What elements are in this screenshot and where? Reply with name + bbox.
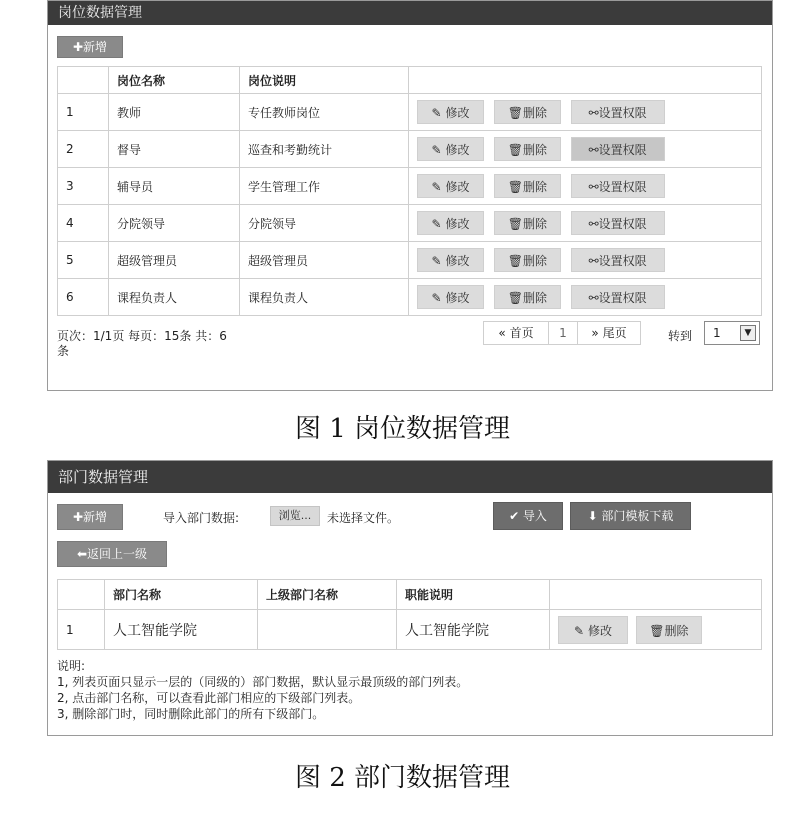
row-actions <box>409 168 762 205</box>
delete-button[interactable] <box>494 248 561 272</box>
link-icon: ⚯ <box>588 143 599 157</box>
link-icon: ⚯ <box>588 217 599 231</box>
first-page-link[interactable]: « 首页 <box>484 322 549 344</box>
permission-label: 设置权限 <box>598 291 647 305</box>
position-name[interactable]: 督导 <box>109 131 240 168</box>
permission-label: 设置权限 <box>598 180 647 194</box>
row-actions <box>409 205 762 242</box>
position-name[interactable]: 分院领导 <box>109 205 240 242</box>
edit-icon: ✎ <box>431 180 442 194</box>
pager-info-line1: 页次：1/1页 每页：15条 共：6 <box>57 329 227 343</box>
add-label: ✚新增 <box>72 510 108 524</box>
edit-label: 修改 <box>445 291 470 305</box>
row-index: 5 <box>58 242 109 279</box>
parent-department <box>258 610 397 650</box>
col-function-desc: 职能说明 <box>397 580 550 610</box>
col-index <box>58 580 105 610</box>
department-management-panel <box>47 460 773 736</box>
position-name[interactable]: 辅导员 <box>109 168 240 205</box>
delete-button[interactable] <box>494 137 561 161</box>
import-button-label: ✔ 导入 <box>509 509 547 523</box>
position-desc: 超级管理员 <box>240 242 409 279</box>
set-permission-button[interactable] <box>571 285 665 309</box>
note-item: 3, 删除部门时，同时删除此部门的所有下级部门。 <box>57 707 325 721</box>
edit-button[interactable] <box>417 174 484 198</box>
link-icon: ⚯ <box>588 180 599 194</box>
chevron-down-icon[interactable]: ▼ <box>740 325 756 341</box>
link-icon: ⚯ <box>588 106 599 120</box>
delete-label: 删除 <box>664 623 689 638</box>
permission-label: 设置权限 <box>598 254 647 268</box>
edit-icon: ✎ <box>431 254 442 268</box>
edit-icon: ✎ <box>431 291 442 305</box>
goto-label: 转到 <box>668 329 693 343</box>
pager-controls <box>483 321 641 345</box>
row-actions <box>409 94 762 131</box>
table-header-row <box>58 580 762 610</box>
trash-icon: 🗑 <box>507 143 523 157</box>
position-desc: 专任教师岗位 <box>240 94 409 131</box>
edit-button[interactable] <box>417 285 484 309</box>
col-index <box>58 67 109 94</box>
edit-label: 修改 <box>445 217 470 231</box>
set-permission-button[interactable] <box>571 137 665 161</box>
note-item: 2, 点击部门名称，可以查看此部门相应的下级部门列表。 <box>57 691 361 705</box>
department-table <box>57 579 762 650</box>
edit-button[interactable] <box>558 616 628 644</box>
row-index: 2 <box>58 131 109 168</box>
position-desc: 课程负责人 <box>240 279 409 316</box>
edit-button[interactable] <box>417 211 484 235</box>
table-row <box>58 279 762 316</box>
add-label: ✚新增 <box>72 40 108 54</box>
department-name-link[interactable]: 人工智能学院 <box>105 610 258 650</box>
back-label: ⬅返回上一级 <box>76 547 148 561</box>
table-row <box>58 610 762 650</box>
import-button[interactable] <box>493 502 563 530</box>
row-index: 4 <box>58 205 109 242</box>
position-desc: 巡查和考勤统计 <box>240 131 409 168</box>
page-number-link[interactable]: 1 <box>549 322 578 344</box>
set-permission-button[interactable] <box>571 174 665 198</box>
position-desc: 学生管理工作 <box>240 168 409 205</box>
function-desc: 人工智能学院 <box>397 610 550 650</box>
col-position-desc: 岗位说明 <box>240 67 409 94</box>
edit-label: 修改 <box>445 254 470 268</box>
edit-button[interactable] <box>417 248 484 272</box>
pager-info-line2: 条 <box>57 344 70 358</box>
panel-title: 岗位数据管理 <box>48 1 772 25</box>
position-name[interactable]: 超级管理员 <box>109 242 240 279</box>
row-index: 1 <box>58 610 105 650</box>
import-label: 导入部门数据: <box>163 511 240 525</box>
col-actions <box>550 580 762 610</box>
delete-button[interactable] <box>494 285 561 309</box>
back-button[interactable] <box>57 541 167 567</box>
delete-label: 删除 <box>522 217 547 231</box>
delete-label: 删除 <box>522 254 547 268</box>
set-permission-button[interactable] <box>571 100 665 124</box>
figure-1-caption: 图 1 岗位数据管理 <box>294 414 511 444</box>
delete-button[interactable] <box>494 211 561 235</box>
row-actions <box>409 242 762 279</box>
browse-button[interactable] <box>270 506 320 526</box>
edit-icon: ✎ <box>431 143 442 157</box>
position-name[interactable]: 课程负责人 <box>109 279 240 316</box>
col-position-name: 岗位名称 <box>109 67 240 94</box>
row-index: 3 <box>58 168 109 205</box>
col-department-name: 部门名称 <box>105 580 258 610</box>
row-actions <box>409 279 762 316</box>
edit-icon: ✎ <box>431 217 442 231</box>
position-desc: 分院领导 <box>240 205 409 242</box>
notes-heading: 说明: <box>57 659 86 673</box>
edit-icon: ✎ <box>431 106 442 120</box>
figure-2-caption: 图 2 部门数据管理 <box>294 763 511 793</box>
browse-label: 浏览... <box>278 509 312 522</box>
set-permission-button[interactable] <box>571 248 665 272</box>
download-template-label: ⬇ 部门模板下载 <box>587 509 674 523</box>
row-actions <box>409 131 762 168</box>
note-item: 1, 列表页面只显示一层的（同级的）部门数据，默认显示最顶级的部门列表。 <box>57 675 469 689</box>
edit-icon: ✎ <box>574 623 585 638</box>
trash-icon: 🗑 <box>507 106 523 120</box>
table-row <box>58 94 762 131</box>
delete-label: 删除 <box>522 106 547 120</box>
position-name[interactable]: 教师 <box>109 94 240 131</box>
permission-label: 设置权限 <box>598 143 647 157</box>
row-actions <box>550 610 762 650</box>
add-button[interactable] <box>57 504 123 530</box>
delete-button[interactable] <box>494 174 561 198</box>
delete-label: 删除 <box>522 291 547 305</box>
delete-button[interactable] <box>494 100 561 124</box>
goto-page-select[interactable] <box>704 321 760 345</box>
edit-label: 修改 <box>445 180 470 194</box>
notes-section <box>57 658 468 722</box>
permission-label: 设置权限 <box>598 217 647 231</box>
panel-title: 部门数据管理 <box>48 461 772 493</box>
delete-label: 删除 <box>522 143 547 157</box>
pager-info <box>57 329 227 359</box>
download-template-button[interactable] <box>570 502 691 530</box>
trash-icon: 🗑 <box>507 291 523 305</box>
trash-icon: 🗑 <box>507 180 523 194</box>
position-management-panel <box>47 0 773 391</box>
goto-page-value: 1 <box>713 326 721 340</box>
edit-label: 修改 <box>445 106 470 120</box>
trash-icon: 🗑 <box>649 623 665 638</box>
last-page-link[interactable]: » 尾页 <box>591 326 627 340</box>
set-permission-button[interactable] <box>571 211 665 235</box>
edit-button[interactable] <box>417 137 484 161</box>
link-icon: ⚯ <box>588 291 599 305</box>
edit-button[interactable] <box>417 100 484 124</box>
table-row <box>58 205 762 242</box>
no-file-selected-text: 未选择文件。 <box>327 511 400 525</box>
row-index: 1 <box>58 94 109 131</box>
trash-icon: 🗑 <box>507 254 523 268</box>
table-row <box>58 131 762 168</box>
row-index: 6 <box>58 279 109 316</box>
trash-icon: 🗑 <box>507 217 523 231</box>
add-button[interactable] <box>57 36 123 58</box>
table-row <box>58 168 762 205</box>
col-actions <box>409 67 762 94</box>
table-header-row <box>58 67 762 94</box>
permission-label: 设置权限 <box>598 106 647 120</box>
edit-label: 修改 <box>445 143 470 157</box>
col-parent-department: 上级部门名称 <box>258 580 397 610</box>
delete-label: 删除 <box>522 180 547 194</box>
edit-label: 修改 <box>587 623 612 638</box>
position-table <box>57 66 762 316</box>
table-row <box>58 242 762 279</box>
delete-button[interactable] <box>636 616 702 644</box>
link-icon: ⚯ <box>588 254 599 268</box>
